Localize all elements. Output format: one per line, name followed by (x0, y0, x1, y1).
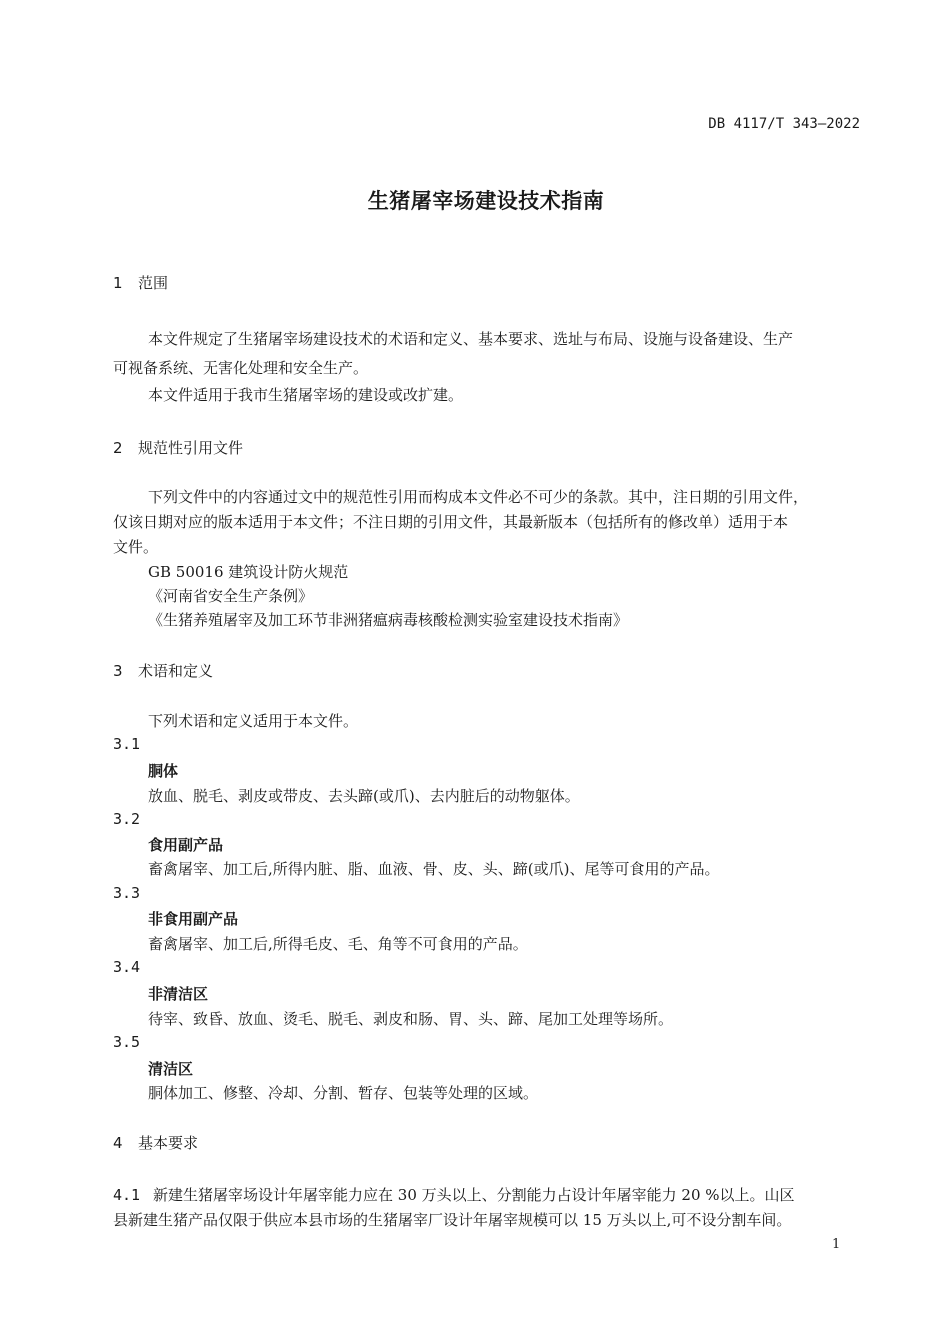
clause-number: 4.1 (113, 1186, 141, 1204)
section-number: 4 (113, 1134, 123, 1152)
paragraph-line (113, 1184, 795, 1205)
section-title: 基本要求 (138, 1134, 199, 1152)
section-title: 范围 (138, 274, 169, 292)
term-name: 非食用副产品 (148, 910, 239, 928)
reference-item: 《河南省安全生产条例》 (148, 587, 314, 605)
section-number: 2 (113, 439, 123, 457)
term-name: 胴体 (148, 762, 179, 780)
paragraph: 下列术语和定义适用于本文件。 (148, 712, 359, 730)
term-definition: 待宰、致昏、放血、烫毛、脱毛、剥皮和肠、胃、头、蹄、尾加工处理等场所。 (148, 1010, 674, 1028)
clause-text: 新建生猪屠宰场设计年屠宰能力应在 30 万头以上、分割能力占设计年屠宰能力 20 %以上。山区 (153, 1186, 795, 1204)
term-definition: 胴体加工、修整、冷却、分割、暂存、包装等处理的区域。 (148, 1084, 539, 1102)
term-definition: 畜禽屠宰、加工后,所得内脏、脂、血液、骨、皮、头、蹄(或爪)、尾等可食用的产品。 (148, 860, 720, 878)
term-name: 非清洁区 (148, 985, 209, 1003)
section-3-heading (113, 660, 213, 681)
term-definition: 放血、脱毛、剥皮或带皮、去头蹄(或爪)、去内脏后的动物躯体。 (148, 787, 580, 805)
paragraph-line: 仅该日期对应的版本适用于本文件；不注日期的引用文件，其最新版本（包括所有的修改单）适用于本 (113, 513, 789, 531)
paragraph-line: 文件。 (113, 538, 159, 556)
paragraph-line: 下列文件中的内容通过文中的规范性引用而构成本文件必不可少的条款。其中，注日期的引用文件， (148, 488, 809, 506)
term-number: 3.1 (113, 735, 141, 753)
term-definition: 畜禽屠宰、加工后,所得毛皮、毛、角等不可食用的产品。 (148, 935, 528, 953)
section-title: 术语和定义 (138, 662, 214, 680)
paragraph-line: 本文件规定了生猪屠宰场建设技术的术语和定义、基本要求、选址与布局、设施与设备建设、生产 (148, 330, 794, 348)
document-number: DB 4117/T 343—2022 (708, 116, 860, 132)
term-number: 3.3 (113, 884, 141, 902)
paragraph: 本文件适用于我市生猪屠宰场的建设或改扩建。 (148, 386, 464, 404)
paragraph-line: 县新建生猪产品仅限于供应本县市场的生猪屠宰厂设计年屠宰规模可以 15 万头以上,可不设分割车间。 (113, 1211, 792, 1229)
page-title: 生猪屠宰场建设技术指南 (367, 189, 605, 213)
term-name: 清洁区 (148, 1060, 194, 1078)
page-number: 1 (832, 1237, 841, 1252)
section-number: 3 (113, 662, 123, 680)
reference-item: 《生猪养殖屠宰及加工环节非洲猪瘟病毒核酸检测实验室建设技术指南》 (148, 611, 629, 629)
term-number: 3.4 (113, 958, 141, 976)
section-number: 1 (113, 274, 123, 292)
term-name: 食用副产品 (148, 836, 224, 854)
paragraph-line: 可视备系统、无害化处理和安全生产。 (113, 359, 369, 377)
section-title: 规范性引用文件 (138, 439, 244, 457)
section-4-heading (113, 1132, 198, 1153)
section-2-heading (113, 437, 243, 458)
term-number: 3.2 (113, 810, 141, 828)
term-number: 3.5 (113, 1033, 141, 1051)
reference-item: GB 50016 建筑设计防火规范 (148, 563, 349, 581)
section-1-heading (113, 272, 168, 293)
